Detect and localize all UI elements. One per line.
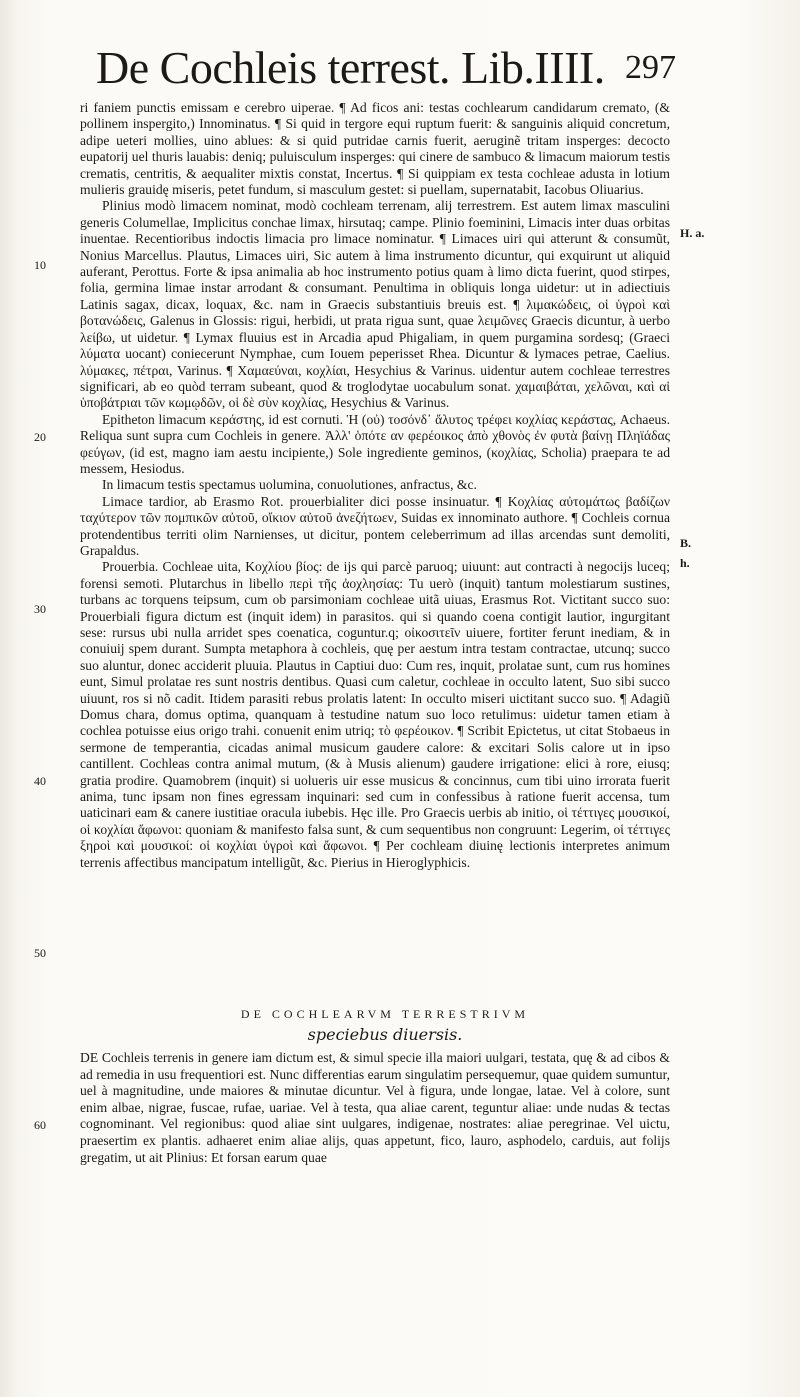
line-number: 40 xyxy=(34,774,46,788)
paragraph: DE Cochleis terrenis in genere iam dictum est, & simul specie illa maiori uulgari, testata, quę & ad cibos & ad remedia in usu frequentiori est. Nunc differentias earum singulatim persequemur, quae quidem sumuntur, uel à magnitudine, unde maiores & minutae dicuntur. Vel à figura, unde longae, latae. Vel à colore, sunt enim albae, nigrae, fuscae, rufae, uariae. Vel à testa, qua aliae carent, teguntur aliae: unde nudas & tectas cognominant. Vel regionibus: quod aliae sint uulgares, indigenae, nostrates: aliae peregrinae. Vel uictu, praesertim ex plantis. adhaeret enim aliae alijs, quas appetunt, fico, lauro, asphodelo, carduis, aut folijs gregatim, ut ait Plinius: Et forsan earum quae xyxy=(80,1050,670,1165)
margin-note: h. xyxy=(680,556,690,570)
margin-note: B. xyxy=(680,536,692,550)
page-number: 297 xyxy=(625,49,676,86)
paragraph: Epitheton limacum κεράστης, id est cornuti. Ἡ (οὐ) τοσόνδ᾽ ἄλυτος τρέφει κοχλίας κεράστας, Achaeus. Reliqua sunt supra cum Cochleis in genere. Ἀλλ' ὁπότε αν φερέοικος ἀπὸ χθονὸς ἐν φυτὰ βαίνῃ Πληϊάδας φεύγων, (id est, magno iam aestu incipiente,) Sole ingrediente geminos, (κοχλίας, Scholia) praepara te ad messem, Hesiodus. xyxy=(80,411,670,476)
running-head xyxy=(96,42,676,94)
line-number: 60 xyxy=(34,1118,46,1132)
paragraph: Limace tardior, ab Erasmo Rot. prouerbialiter dici posse insinuatur. ¶ Κοχλίας αὐτομάτως βαδίζων ταχύτερον τῶν πομπικῶν αὐτοῦ, οἴκιον αὐτοῦ ἀνεζήτωεν, Suidas ex innominato authore. ¶ Cochleis cornua protendentibus territi olim Narnienses, ut dicitur, pontem celeberrimum ad illas arcendas sunt demoliti, Grapaldus. xyxy=(80,493,670,558)
section-text xyxy=(80,1050,670,1166)
line-number: 50 xyxy=(34,946,46,960)
main-text xyxy=(80,100,670,871)
section-heading xyxy=(165,1004,605,1046)
paragraph: In limacum testis spectamus uolumina, conuolutiones, anfractus, &c. xyxy=(102,477,477,493)
line-numbers xyxy=(0,0,80,1397)
paragraph: ri faniem punctis emissam e cerebro uiperae. ¶ Ad ficos ani: testas cochlearum candidarum cremato, (& pollinem inspergito,) Innominatus. ¶ Si quid in tergore equi ruptum fuerit: & sanguinis aliquid concretum, adipe ueteri mollies, uino ablues: & si quid putridae carnis fuerit, aeruginẽ tritam insperges: decocto eupatorij uel thuris lauabis: deniq; puluisculum insperges: qui cinere de sambuco & limacum maiorum testis crematis, centritis, & aequaliter mixtis constat, Incertus. ¶ Si quippiam ex testa cochleae adusta in lotium mulieris grauidę miseris, petet fundum, si masculum gestet: si puellam, supernatabit, Iacobus Oliuarius. xyxy=(80,100,670,198)
line-number: 10 xyxy=(34,258,46,272)
line-number: 30 xyxy=(34,602,46,616)
section-subtitle: speciebus diuersis. xyxy=(307,1025,463,1044)
section-title: DE COCHLEARVM TERRESTRIVM xyxy=(240,1007,530,1021)
margin-note: H. a. xyxy=(680,226,705,240)
paragraph: Prouerbia. Cochleae uita, Κοχλίου βίος: de ijs qui parcè paruoq; uiuunt: aut contracti à negocijs luceq; forensi semoti. Plutarchus in libello περὶ τῆς ἀοχλησίας: Tu uerò (inquit) tantum molestiarum sustines, turbans ac torquens teipsum, cum ob parsimoniam cochleae uitã uiuas, Erasmus Rot. Victitant succo suo: Prouerbiali figura dictum est (inquit idem) in parasitos. qui si quando coena contigit lautior, ingurgitant sese: rursus ubi nulla arridet spes coenatica, coguntur.q; οἰκοσιτεῖν uiuere, fortiter ferunt inediam, & in conuiuij spem durant. Sumpta metaphora à cochleis, quę per aestum intra testam contractae, utcunq; succo suo aluntur, donec acciderit pluuia. Plautus in Captiui duo: Cum res, inquit, prolatae sunt, cum rus homines eunt, Simul prolatae res sunt nostris dentibus. Quasi cum caletur, cochleae in occulto latent, Suo sibi succo uiuunt, ros si nõ cadit. Itidem parasiti rebus prolatis latent: In occulto miseri uictitant succo suo. ¶ Adagiũ Domus chara, domus optima, quanquam à testudine natum suo loco retulimus: uidetur tamen etiam à cochlea potuisse eius origo trahi. conuenit enim utriq; τὸ φερέοικον. ¶ Scribit Epictetus, ut citat Stobaeus in sermone de temperantia, cicadas animal musicum gaudere calore: & excitari Solis calore ut in ipso cantillent. Cochleas contra animal mutum, (& à Musis alienum) gaudere irrigatione: elici à rore, eiusq; gratia prodire. Quamobrem (inquit) si uolueris uir esse musicus & concinnus, cum tibi uino irrorata fuerit anima, tunc ipsam non fines egressam inquinari: sed cum in confessibus à ratione fuerit accensa, tum uaticinari eam & canere iustitiae oracula iubebis. Hęc ille. Pro Graecis uerbis ab initio, οἱ τέττιγες μουσικοί, οἱ κοχλίαι ἄφωνοι: quoniam & manifesto falsa sunt, & cum sequentibus non congruunt: Legerim, οἱ τέττιγες ξηροὶ καὶ μουσικοί: οἱ κοχλίαι ὑγροὶ καὶ ἄφωνοι. ¶ Per cochleam diuinę lectionis interpretes animum terrenis affectibus mancipatum intelligũt, &c. Pierius in Hieroglyphicis. xyxy=(80,559,670,870)
paragraph: Plinius modò limacem nominat, modò cochleam terrenam, alij terrestrem. Est autem limax masculini generis Columellae, Implicitus conchae limax, hirsutaq; campe. Plinio foeminini, Limacis inter duas orbitas inuentae. Recentioribus indoctis limacia pro limace nominatur. ¶ Limaces uiri qui atterunt & consumũt, Nonius Marcellus. Plautus, Limaces uiri, Sic autem à lima instrumento dicuntur, qui exquirunt ut aliquid auferant, Perottus. Forte & ipsa animalia ab hoc instrumento potius quam à limo dicta fuerint, quod stirpes, folia, germina limae instar arrodant & consumant. Penultima in obliquis longa uidetur: ut in adiectiuis Latinis sagax, dicax, loquax, &c. nam in Graecis substantiuis breuis est. ¶ λιμακώδεις, οἱ ὑγροὶ καὶ βοτανώδεις, Galenus in Glossis: rigui, herbidi, ut prata rigua sunt, quae λειμῶνες Graecis dicuntur, à uerbo λείβω, ut uidetur. ¶ Lymax fluuius est in Arcadia apud Phigaliam, in quem purgamina sordesq; (Graeci λύματα uocant) coniecerunt Nymphae, cum Iouem peperisset Rhea. Dicuntur & lymaces petrae, Caelius. λύμακες, πέτραι, Varinus. ¶ Χαμαεύναι, κοχλίαι, Hesychius & Varinus. uidentur autem cochleae terrestres significari, ab eo quòd terram subeant, quod & troglodytae uocabulum sonat. χαμαιβάται, χελῶναι, καὶ αἱ ὑποβάτριαι τῶν κωμῳδῶν, οἱ δὲ σὺν κοχλίας, Hesychius & Varinus. xyxy=(80,198,670,411)
running-title: De Cochleis terrest. Lib.IIII. xyxy=(96,42,605,93)
line-number: 20 xyxy=(34,430,46,444)
